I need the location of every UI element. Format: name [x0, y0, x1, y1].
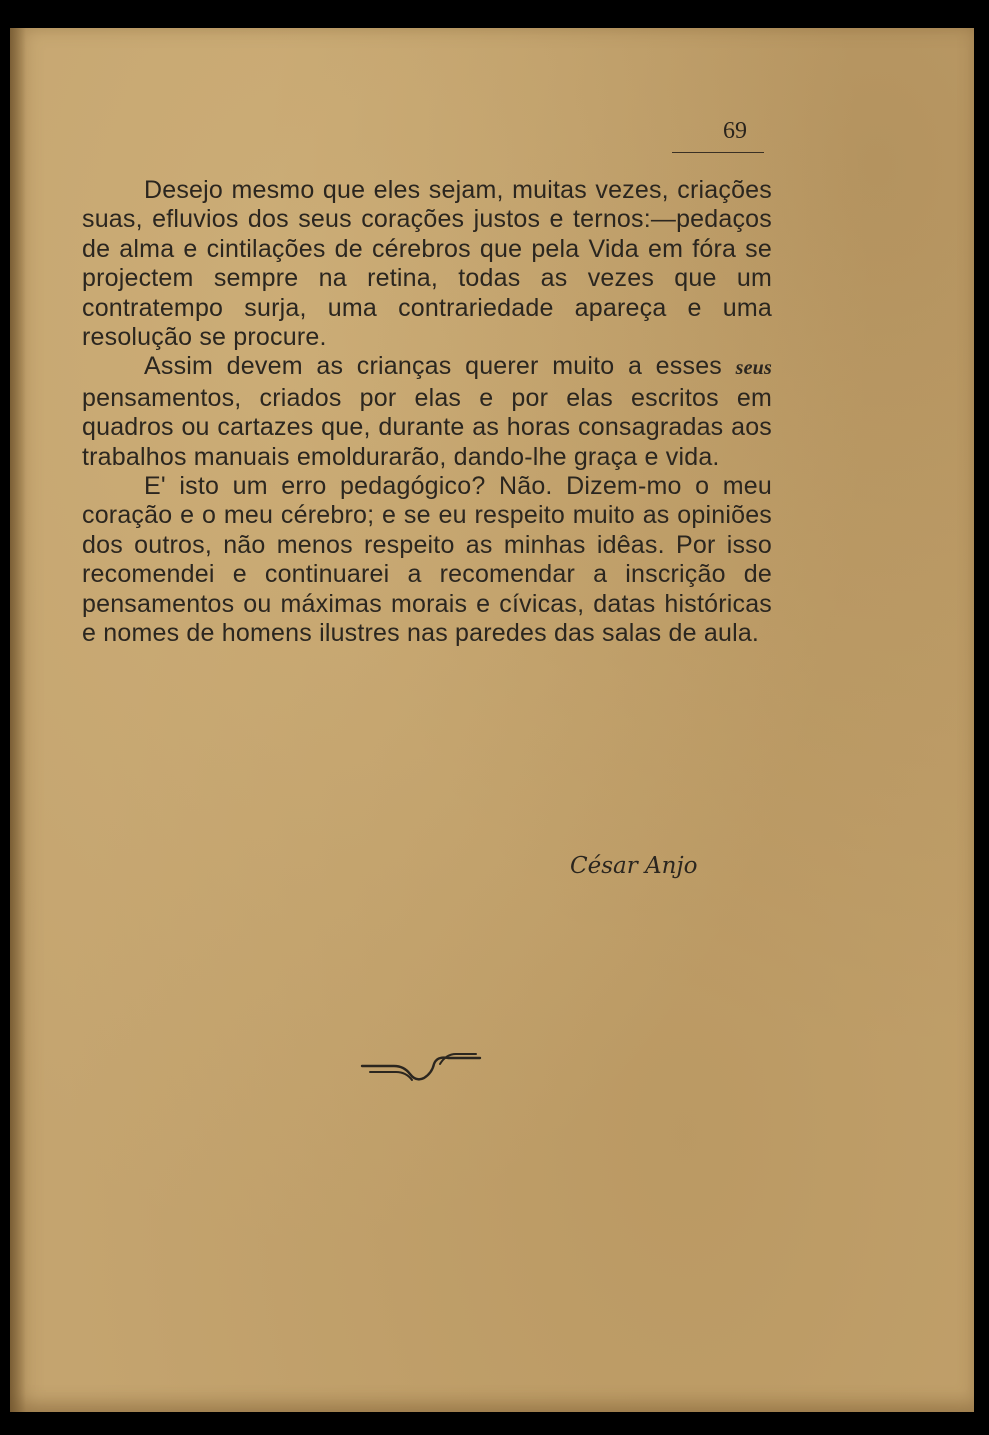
paragraph-2	[82, 352, 772, 472]
emphasized-word: seus	[735, 357, 772, 380]
paragraph-2-end: pensamentos, criados por elas e por elas escritos em quadros ou cartazes que, durante as horas consagradas aos trabalhos manuais emoldurarão, dando-lhe graça e vida.	[82, 383, 772, 471]
page-spine-shadow	[10, 28, 26, 1412]
paragraph-2-start: Assim devem as crianças querer muito a esses	[144, 352, 736, 381]
paragraph-1: Desejo mesmo que eles sejam, muitas vezes, criações suas, efluvios dos seus corações justos e ternos:—pedaços de alma e cintilações de cérebros que pela Vida em fóra se projectem sempre na retina, todas as vezes que um contratempo surja, uma contrariedade apareça e uma resolução se procure.	[82, 176, 772, 352]
author-signature: César Anjo	[570, 853, 698, 879]
body-text	[82, 176, 772, 649]
page-number-rule	[672, 152, 764, 153]
paragraph-3: E' isto um erro pedagógico? Não. Dizem-mo o meu coração e o meu cérebro; e se eu respeito muito as opiniões dos outros, não menos respeito as minhas idêas. Por isso recomendei e continuarei a recomendar a inscrição de pensamentos ou máximas morais e cívicas, datas históricas e nomes de homens ilustres nas paredes das salas de aula.	[82, 472, 772, 648]
page-number: 69	[723, 118, 747, 144]
wave-flourish-icon	[360, 1048, 484, 1088]
book-page	[10, 28, 974, 1412]
